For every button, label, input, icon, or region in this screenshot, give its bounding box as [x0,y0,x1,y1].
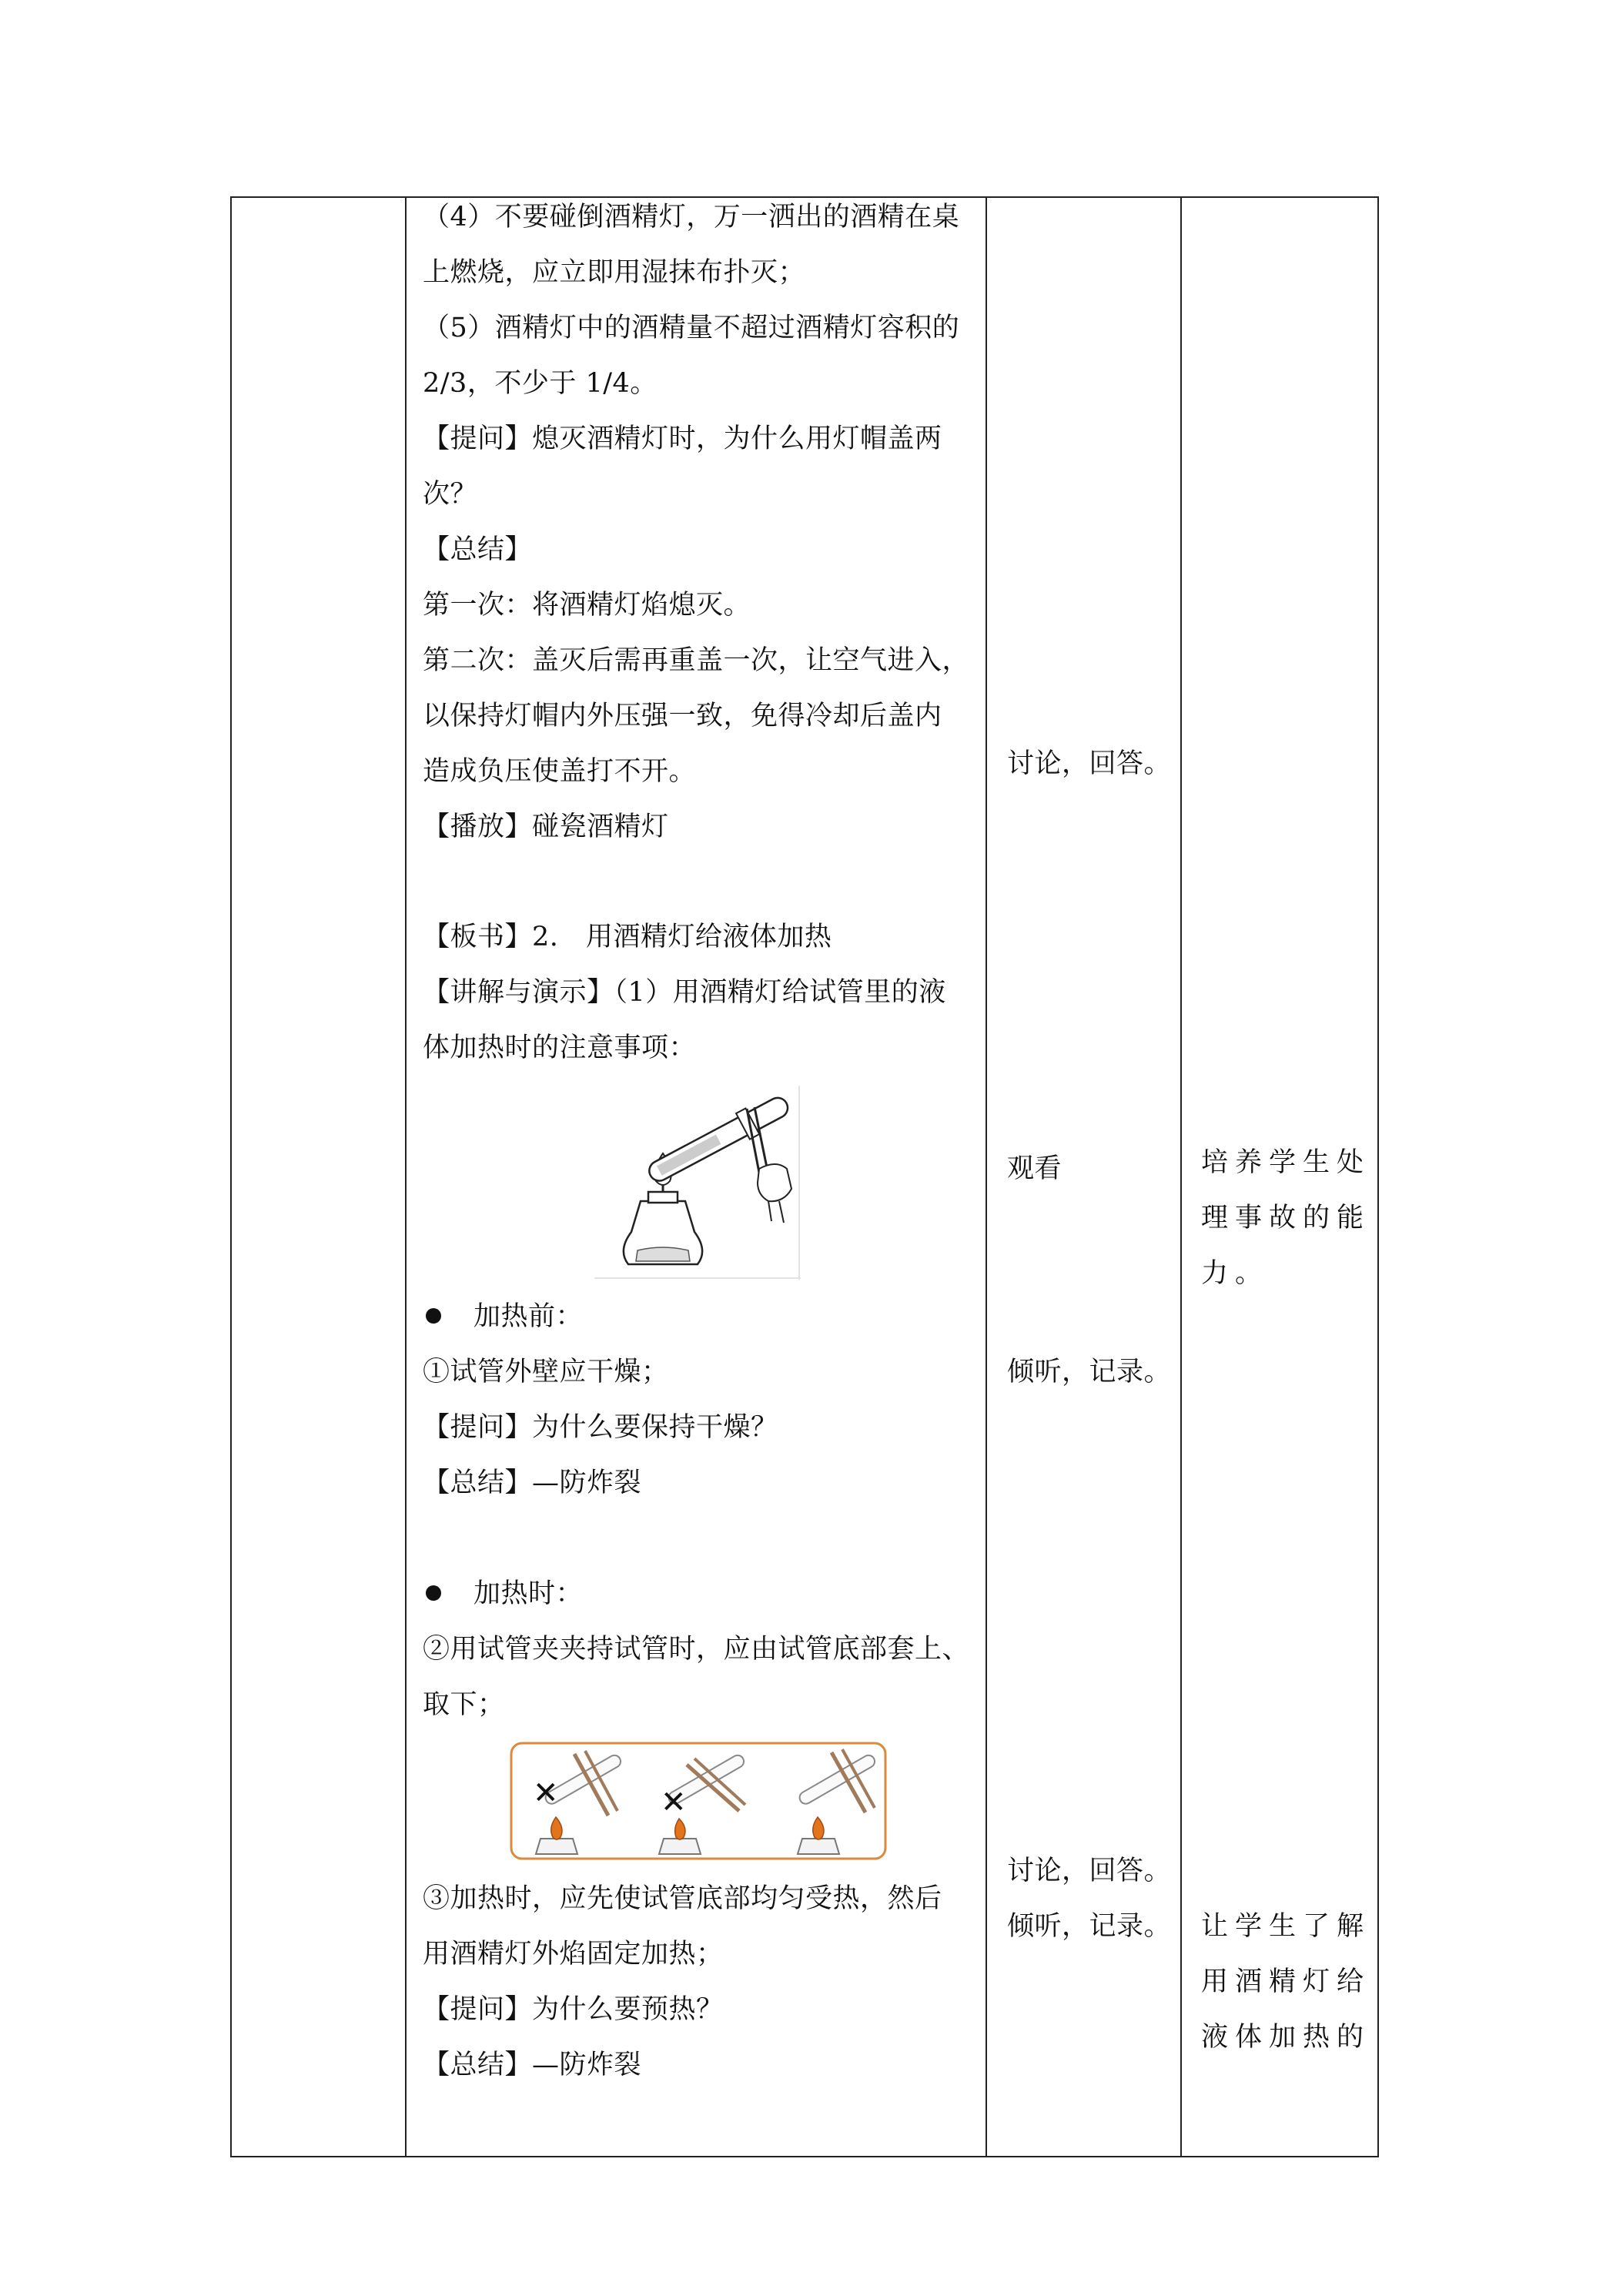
table-border-left [230,196,232,2157]
bullet-while-heating [423,1578,583,1609]
process-line: 【讲解与演示】（1）用酒精灯给试管里的液 [423,977,946,1008]
table-top-border [230,196,1379,198]
process-line: 【总结】 [423,534,533,565]
svg-text:✕: ✕ [533,1776,559,1811]
process-line: （5）酒精灯中的酒精量不超过酒精灯容积的 [423,313,960,343]
process-line: 体加热时的注意事项： [423,1033,697,1063]
design-intent-text: 力。 [1201,1258,1270,1289]
process-line: （4）不要碰倒酒精灯，万一洒出的酒精在桌 [423,202,960,233]
design-intent-text: 液体加热的 [1201,2022,1371,2053]
bullet-before-heating [423,1301,583,1332]
process-line: 2/3，不少于 1/4。 [423,368,658,399]
design-intent-text: 用酒精灯给 [1201,1966,1371,1997]
table-bottom-border [230,2156,1379,2157]
process-line: 造成负压使盖打不开。 [423,756,697,787]
student-activity-text: 倾听，记录。 [1007,1911,1172,1942]
process-line: 【提问】为什么要保持干燥？ [423,1412,778,1443]
process-line: ③加热时，应先使试管底部均匀受热，然后 [423,1883,942,1914]
process-line: 【总结】—防炸裂 [423,1468,642,1498]
bullet-dot-icon [426,1585,441,1601]
process-line: 以保持灯帽内外压强一致，免得冷却后盖内 [423,701,942,731]
process-line: 次？ [423,479,478,510]
test-tube-clamp-figure [510,1742,887,1862]
process-line: 【播放】碰瓷酒精灯 [423,812,669,842]
process-line: 【总结】—防炸裂 [423,2050,642,2080]
table-divider-3 [1180,196,1182,2157]
design-intent-text: 理事故的能 [1201,1203,1371,1233]
process-line: ②用试管夹夹持试管时，应由试管底部套上、 [423,1634,970,1665]
student-activity-text: 讨论，回答。 [1007,748,1172,779]
design-intent-text: 让学生了解 [1201,1911,1371,1942]
student-activity-text: 倾听，记录。 [1007,1357,1172,1387]
student-activity-text: 讨论，回答。 [1007,1856,1172,1886]
table-border-right [1377,196,1379,2157]
process-line: 【提问】熄灭酒精灯时，为什么用灯帽盖两 [423,423,942,454]
table-divider-2 [986,196,987,2157]
process-line: 取下； [423,1689,505,1720]
process-line: 用酒精灯外焰固定加热； [423,1939,724,1970]
process-line: 【板书】2. 用酒精灯给液体加热 [423,922,832,952]
process-line: ①试管外壁应干燥； [423,1357,669,1387]
student-activity-text: 观看 [1007,1153,1062,1184]
process-line: 上燃烧，应立即用湿抹布扑灭； [423,257,806,288]
process-line: 【提问】为什么要预热？ [423,1994,724,2025]
svg-text:✕: ✕ [661,1785,687,1820]
bullet-label: 加热前： [474,1301,584,1332]
process-line: 第一次：将酒精灯焰熄灭。 [423,590,751,621]
process-line: 第二次：盖灭后需再重盖一次，让空气进入， [423,645,970,676]
bullet-label: 加热时： [474,1578,584,1609]
table-divider-1 [405,196,407,2157]
test-tube-heating-figure [594,1086,801,1280]
design-intent-text: 培养学生处 [1201,1147,1371,1178]
bullet-dot-icon [426,1308,441,1324]
